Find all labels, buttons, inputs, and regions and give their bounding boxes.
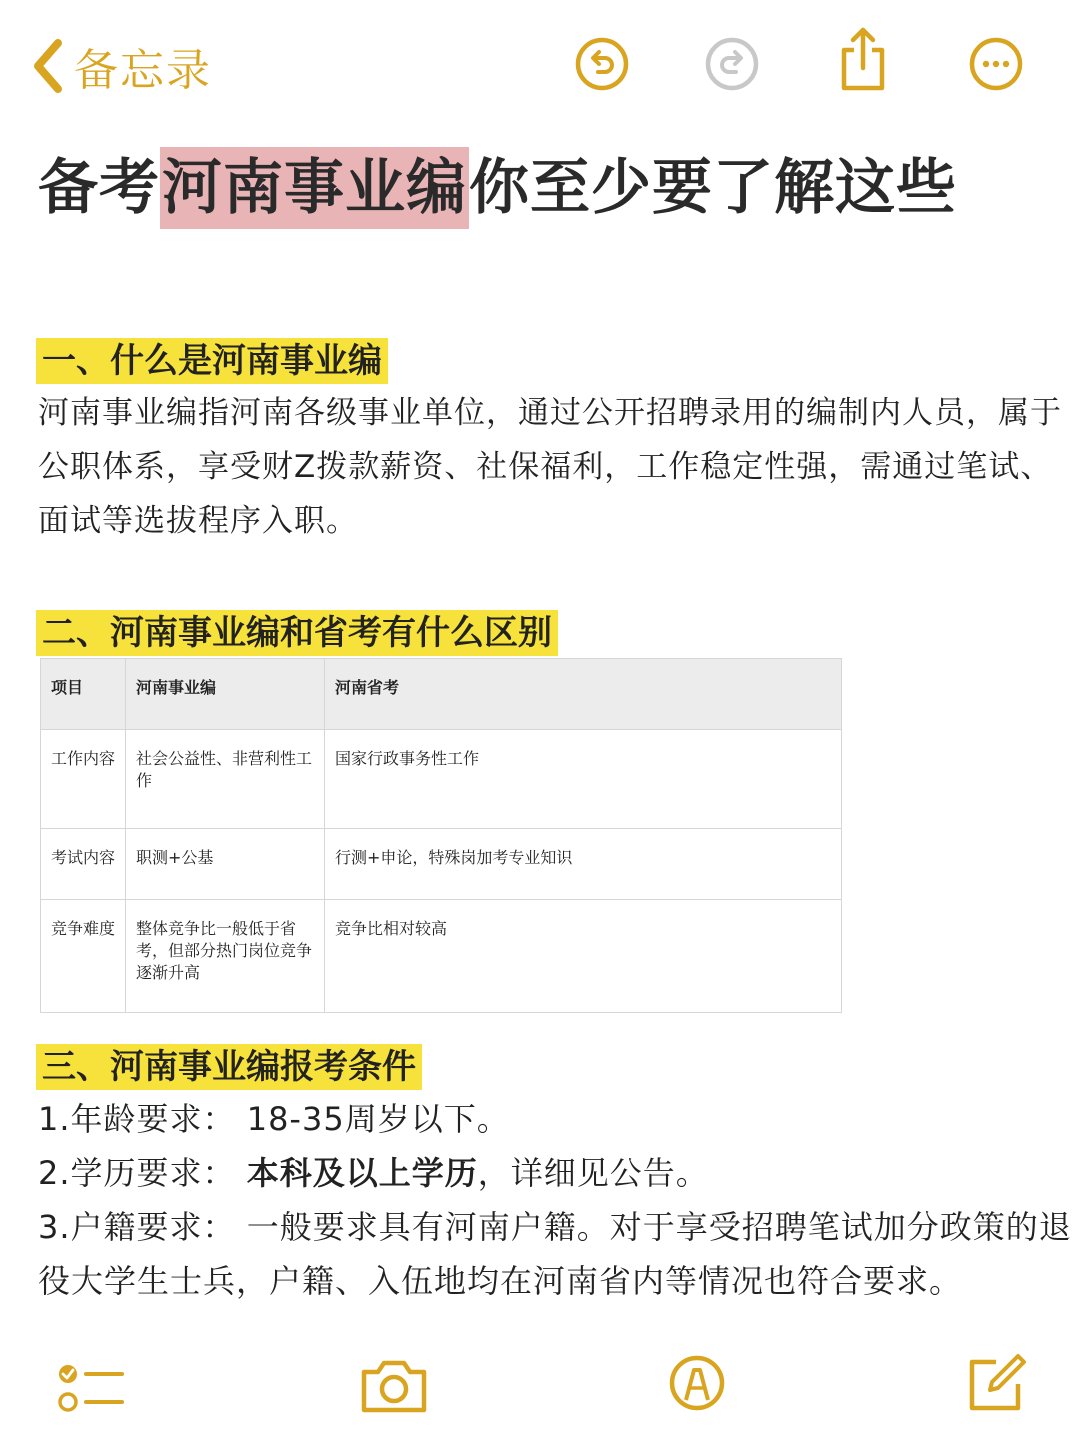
title-highlight: 河南事业编 [160,147,469,229]
table-cell: 考试内容 [41,829,126,900]
note-title[interactable] [38,140,957,226]
section1-body: 河南事业编指河南各级事业单位，通过公开招聘录用的编制内人员，属于公职体系，享受财Z拨款薪资、社保福利，工作稳定性强，需通过笔试、面试等选拔程序入职。 [38,395,1062,539]
camera-icon[interactable] [358,1356,430,1416]
table-header: 河南省考 [325,659,842,730]
requirement-residence-line2: 役大学生士兵，户籍、入伍地均在河南省内等情况也符合要求。 [38,1262,963,1300]
education-prefix: 2.学历要求： [38,1154,247,1192]
share-icon[interactable] [836,26,890,92]
requirement-age: 1.年龄要求： 18-35周岁以下。 [38,1100,510,1138]
redo-icon[interactable] [704,36,760,92]
table-cell: 工作内容 [41,730,126,829]
title-prefix: 备考 [38,153,160,223]
table-row [41,829,842,900]
requirement-residence-line1: 3.户籍要求： 一般要求具有河南户籍。对于享受招聘笔试加分政策的退 [38,1208,1072,1246]
table-header: 项目 [41,659,126,730]
requirement-education [38,1146,709,1200]
more-icon[interactable] [968,36,1024,92]
bottom-toolbar [0,1340,1080,1440]
education-suffix: ，详细见公告。 [477,1154,709,1192]
comparison-table [40,658,842,1013]
chevron-left-icon [30,37,66,95]
undo-icon[interactable] [574,36,630,92]
section3-heading: 三、河南事业编报考条件 [36,1044,422,1090]
table-row [41,900,842,1013]
back-label: 备忘录 [74,45,212,96]
checklist-icon[interactable] [56,1358,126,1418]
title-suffix: 你至少要了解这些 [469,153,957,223]
table-cell: 社会公益性、非营利性工作 [126,730,325,829]
table-cell: 竞争难度 [41,900,126,1013]
table-row [41,730,842,829]
section2-heading: 二、河南事业编和省考有什么区别 [36,610,558,656]
table-cell: 职测+公基 [126,829,325,900]
back-button[interactable] [30,34,212,98]
compose-icon[interactable] [966,1352,1028,1414]
table-header-row [41,659,842,730]
education-bold: 本科及以上学历 [246,1154,478,1192]
table-cell: 整体竞争比一般低于省考，但部分热门岗位竞争逐渐升高 [126,900,325,1013]
table-header: 河南事业编 [126,659,325,730]
table-cell: 竞争比相对较高 [325,900,842,1013]
top-toolbar [0,0,1080,120]
markup-icon[interactable] [668,1354,726,1412]
table-cell: 国家行政事务性工作 [325,730,842,829]
section1-heading: 一、什么是河南事业编 [36,338,388,384]
table-cell: 行测+申论，特殊岗加考专业知识 [325,829,842,900]
